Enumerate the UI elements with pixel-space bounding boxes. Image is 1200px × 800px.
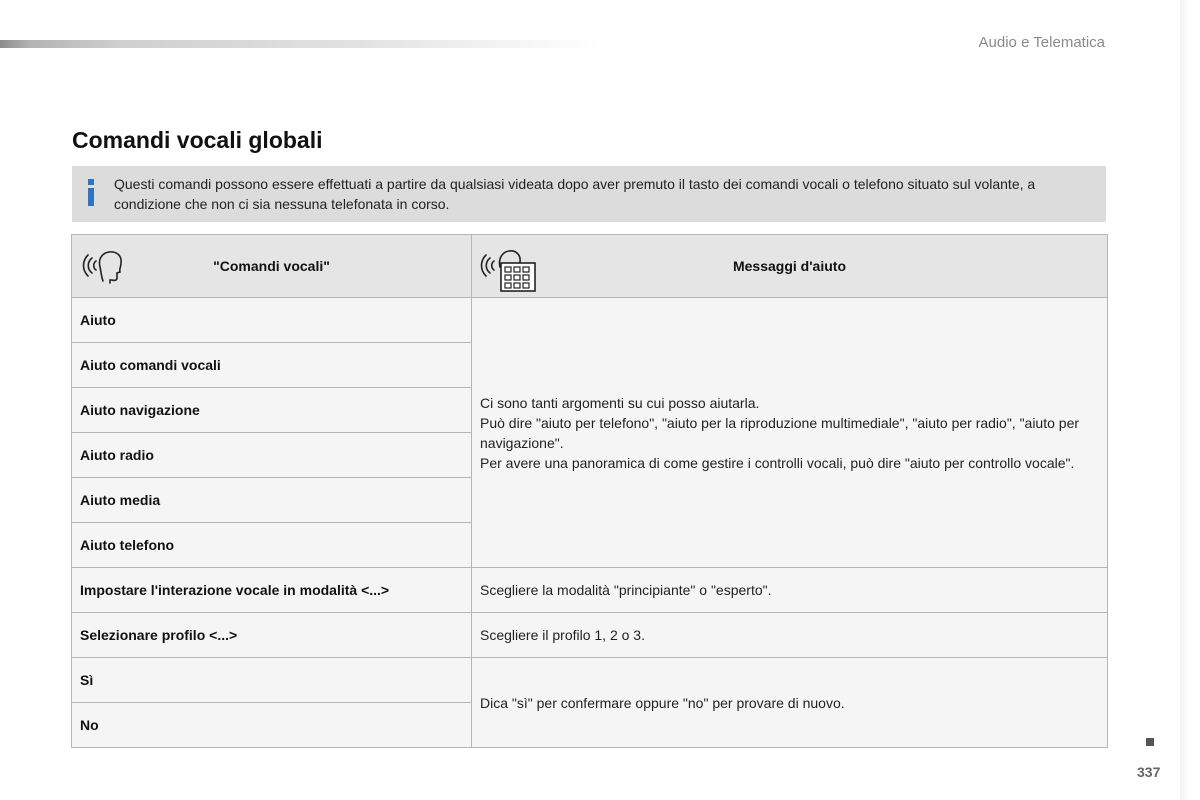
help-line: Può dire "aiuto per telefono", "aiuto per la riproduzione multimediale", "aiuto per radio", "aiuto per navigazione". (480, 414, 1080, 451)
table-row (72, 568, 1108, 613)
command-cell: Aiuto comandi vocali (72, 343, 472, 388)
help-cell-confirm: Dica "sì" per confermare oppure "no" per provare di nuovo. (472, 658, 1108, 748)
voice-commands-table (71, 234, 1108, 748)
page-marker (1146, 738, 1154, 746)
info-text: Questi comandi possono essere effettuati a partire da qualsiasi videata dopo aver premuto il tasto dei comandi vocali o telefono situato sul volante, a condizione che non ci sia nessuna telefonata in corso. (114, 176, 1036, 212)
table-header-row (72, 235, 1108, 298)
page-title: Comandi vocali globali (72, 127, 323, 153)
help-line: Ci sono tanti argomenti su cui posso aiutarla. (480, 394, 760, 411)
header-help (472, 235, 1108, 298)
page-number: 337 (1137, 764, 1161, 780)
command-cell: Aiuto navigazione (72, 388, 472, 433)
header-commands (72, 235, 472, 298)
header-help-label: Messaggi d'aiuto (732, 258, 846, 274)
help-cell-mode: Scegliere la modalità "principiante" o "esperto". (472, 568, 1108, 613)
help-line: Per avere una panoramica di come gestire i controlli vocali, può dire "aiuto per controllo vocale". (480, 454, 1075, 471)
command-cell: Aiuto media (72, 478, 472, 523)
command-cell: Selezionare profilo <...> (72, 613, 472, 658)
command-cell: Aiuto radio (72, 433, 472, 478)
page-edge-rule (1180, 0, 1190, 800)
command-cell: Sì (72, 658, 472, 703)
header-commands-label: "Comandi vocali" (213, 258, 330, 274)
info-box (72, 166, 1106, 222)
table-row (72, 658, 1108, 703)
command-cell: No (72, 703, 472, 748)
section-label: Audio e Telematica (978, 34, 1105, 51)
table-row (72, 298, 1108, 343)
header-gradient-bar (0, 40, 600, 48)
info-icon (85, 172, 97, 212)
help-cell-general (472, 298, 1108, 568)
command-cell: Aiuto (72, 298, 472, 343)
table-row (72, 613, 1108, 658)
command-cell: Impostare l'interazione vocale in modalità <...> (72, 568, 472, 613)
command-cell: Aiuto telefono (72, 523, 472, 568)
help-cell-profile: Scegliere il profilo 1, 2 o 3. (472, 613, 1108, 658)
